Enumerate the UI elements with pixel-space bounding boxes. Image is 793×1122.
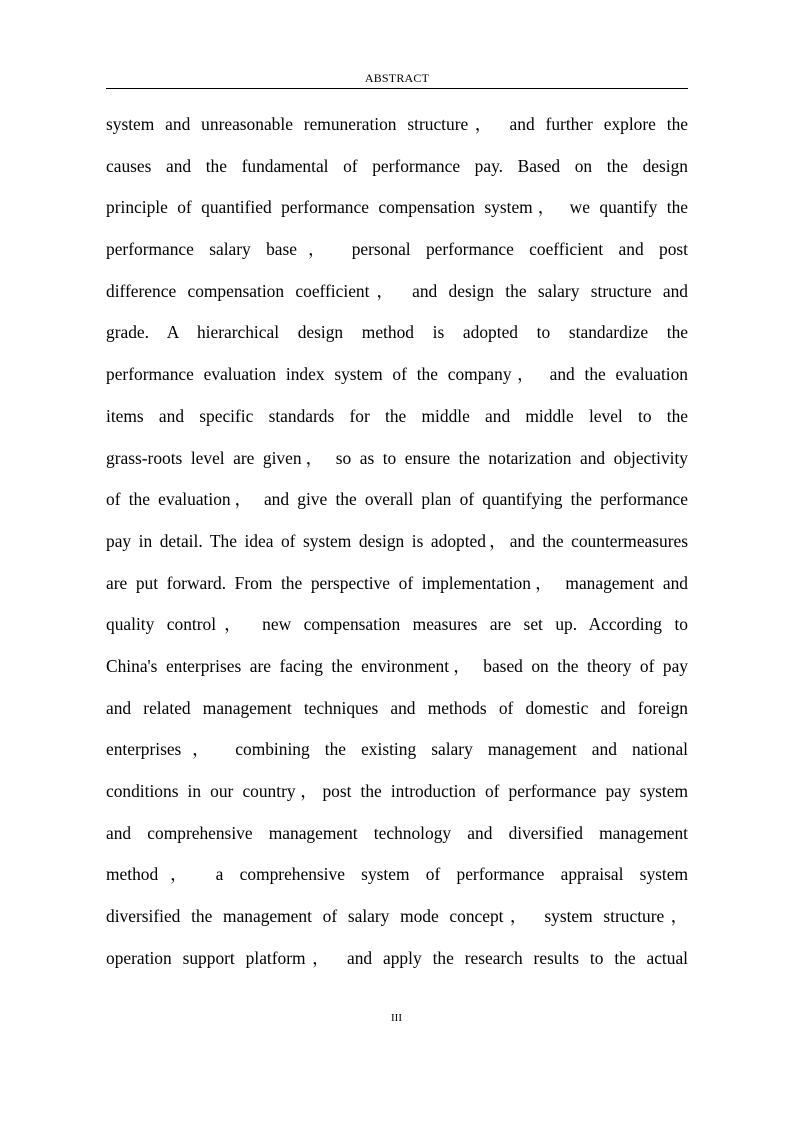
text-line: method， a comprehensive system of performance appraisal system	[106, 864, 688, 885]
text-line: are put forward. From the perspective of implementation， management and	[106, 572, 688, 593]
page-number: III	[391, 1012, 402, 1024]
text-line: and comprehensive management technology and diversified management	[106, 822, 688, 843]
text-line: performance salary base， personal performance coefficient and post	[106, 239, 688, 260]
text-line: enterprises， combining the existing salary management and national	[106, 739, 688, 760]
header-title: ABSTRACT	[364, 71, 430, 85]
text-line: quality control， new compensation measures are set up. According to	[106, 614, 688, 635]
text-line: of the evaluation， and give the overall plan of quantifying the performance	[106, 489, 688, 510]
text-line: pay in detail. The idea of system design is adopted，and the countermeasures	[106, 530, 688, 551]
text-line: difference compensation coefficient， and design the salary structure and	[106, 280, 688, 301]
text-line: system and unreasonable remuneration structure， and further explore the	[106, 114, 688, 134]
running-header	[106, 70, 688, 89]
text-line: diversified the management of salary mode concept， system structure，	[106, 906, 688, 927]
text-line: grass-roots level are given， so as to ensure the notarization and objectivity	[106, 447, 688, 468]
text-line: operation support platform， and apply the research results to the actual	[106, 947, 688, 968]
text-line: causes and the fundamental of performance pay. Based on the design	[106, 155, 688, 176]
text-line: conditions in our country，post the introduction of performance pay system	[106, 781, 688, 801]
text-line: items and specific standards for the middle and middle level to the	[106, 405, 688, 426]
text-line: grade. A hierarchical design method is adopted to standardize the	[106, 322, 688, 343]
text-line: and related management techniques and methods of domestic and foreign	[106, 697, 688, 718]
text-line: performance evaluation index system of the company， and the evaluation	[106, 364, 688, 385]
text-line: China's enterprises are facing the environment， based on the theory of pay	[106, 655, 688, 676]
text-line: principle of quantified performance compensation system， we quantify the	[106, 197, 688, 218]
abstract-body	[106, 104, 688, 979]
